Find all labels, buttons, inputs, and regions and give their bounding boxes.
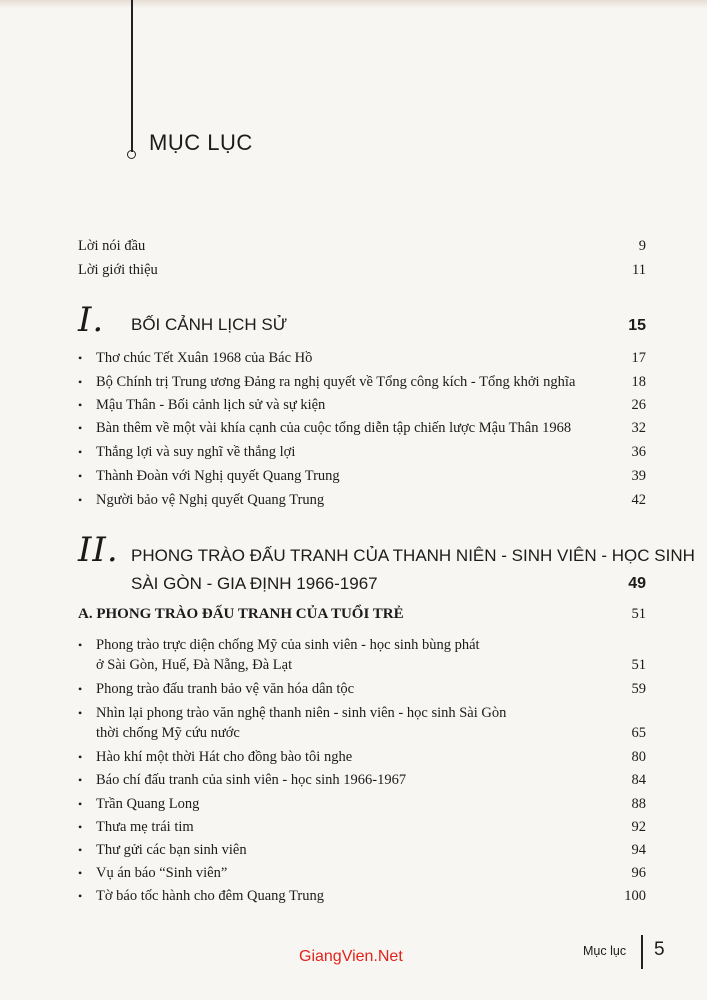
bullet-icon: • xyxy=(78,493,83,507)
entry-page: 26 xyxy=(631,397,646,413)
entry-title: Phong trào đấu tranh bảo vệ văn hóa dân tộc xyxy=(96,681,355,697)
entry-title: Vụ án báo “Sinh viên” xyxy=(96,865,228,881)
footer-divider xyxy=(641,935,643,969)
entry-title: Lời nói đầu xyxy=(78,238,146,254)
entry-page: 9 xyxy=(638,238,646,254)
toc-entry[interactable] xyxy=(78,794,646,814)
entry-page: 92 xyxy=(631,819,646,835)
entry-page: 11 xyxy=(632,262,646,278)
bullet-icon: • xyxy=(78,638,83,652)
subsection-page: 51 xyxy=(631,606,646,622)
decorative-ring-icon xyxy=(127,150,136,159)
entry-title-line1: Nhìn lại phong trào văn nghệ thanh niên - sinh viên - học sinh Sài Gòn xyxy=(96,705,507,721)
entry-page: 84 xyxy=(631,772,646,788)
entry-page: 65 xyxy=(631,725,646,741)
section-2-page: 49 xyxy=(628,575,646,592)
toc-entry[interactable] xyxy=(78,679,646,699)
bullet-icon: • xyxy=(78,843,83,857)
entry-title: Bàn thêm về một vài khía cạnh của cuộc tổng diễn tập chiến lược Mậu Thân 1968 xyxy=(96,420,572,436)
entry-page: 42 xyxy=(631,492,646,508)
footer-label: Mục lục xyxy=(583,944,627,958)
toc-entry-foreword[interactable] xyxy=(78,236,646,256)
toc-entry[interactable] xyxy=(78,490,646,510)
toc-entry[interactable] xyxy=(78,395,646,415)
entry-page: 80 xyxy=(631,749,646,765)
toc-entry[interactable] xyxy=(78,442,646,462)
bullet-icon: • xyxy=(78,866,83,880)
section-1-title[interactable]: BỐI CẢNH LỊCH SỬ xyxy=(131,315,288,334)
entry-title: Người bảo vệ Nghị quyết Quang Trung xyxy=(96,492,325,508)
bullet-icon: • xyxy=(78,682,83,696)
toc-title: MỤC LỤC xyxy=(149,130,253,155)
toc-entry[interactable] xyxy=(78,348,646,368)
entry-title: Trần Quang Long xyxy=(96,796,200,812)
entry-page: 36 xyxy=(631,444,646,460)
section-2-title-line1[interactable]: PHONG TRÀO ĐẤU TRANH CỦA THANH NIÊN - SINH VIÊN - HỌC SINH xyxy=(131,546,695,565)
page-top-edge xyxy=(0,0,707,8)
entry-page: 96 xyxy=(631,865,646,881)
entry-page: 32 xyxy=(631,420,646,436)
entry-title-line2: ở Sài Gòn, Huế, Đà Nẵng, Đà Lạt xyxy=(96,657,293,673)
bullet-icon: • xyxy=(78,421,83,435)
entry-title-line2: thời chống Mỹ cứu nước xyxy=(96,725,240,741)
section-2-title-line2[interactable]: SÀI GÒN - GIA ĐỊNH 1966-1967 xyxy=(131,574,378,593)
entry-title-line1: Phong trào trực diện chống Mỹ của sinh viên - học sinh bùng phát xyxy=(96,637,480,653)
decorative-hanger-line xyxy=(131,0,133,152)
toc-entry[interactable] xyxy=(78,863,646,883)
entry-title: Thơ chúc Tết Xuân 1968 của Bác Hồ xyxy=(96,350,313,366)
entry-title: Thành Đoàn với Nghị quyết Quang Trung xyxy=(96,468,340,484)
entry-page: 88 xyxy=(631,796,646,812)
entry-title: Báo chí đấu tranh của sinh viên - học sinh 1966-1967 xyxy=(96,772,407,788)
toc-entry[interactable] xyxy=(78,418,646,438)
bullet-icon: • xyxy=(78,797,83,811)
watermark-text: GiangVien.Net xyxy=(299,948,403,965)
toc-entry[interactable] xyxy=(78,770,646,790)
entry-title: Bộ Chính trị Trung ương Đảng ra nghị quyết về Tổng công kích - Tổng khởi nghĩa xyxy=(96,374,576,390)
subsection-a[interactable] xyxy=(78,606,646,623)
entry-page: 18 xyxy=(631,374,646,390)
entry-title: Mậu Thân - Bối cảnh lịch sử và sự kiện xyxy=(96,397,326,413)
toc-entry[interactable] xyxy=(78,372,646,392)
toc-entry[interactable] xyxy=(78,635,646,675)
subsection-title: A. PHONG TRÀO ĐẤU TRANH CỦA TUỔI TRẺ xyxy=(78,606,404,622)
entry-title: Thưa mẹ trái tim xyxy=(96,819,194,835)
bullet-icon: • xyxy=(78,750,83,764)
toc-entry[interactable] xyxy=(78,466,646,486)
toc-entry[interactable] xyxy=(78,886,646,906)
section-2-numeral: II. xyxy=(78,530,119,570)
entry-page: 39 xyxy=(631,468,646,484)
page-number: 5 xyxy=(654,939,665,960)
bullet-icon: • xyxy=(78,445,83,459)
entry-page: 17 xyxy=(631,350,646,366)
entry-title: Hào khí một thời Hát cho đồng bào tôi nghe xyxy=(96,749,353,765)
bullet-icon: • xyxy=(78,469,83,483)
toc-entry-introduction[interactable] xyxy=(78,260,646,280)
section-1-page: 15 xyxy=(628,317,646,334)
bullet-icon: • xyxy=(78,820,83,834)
entry-title: Tờ báo tốc hành cho đêm Quang Trung xyxy=(96,888,324,904)
entry-title: Thắng lợi và suy nghĩ về thắng lợi xyxy=(96,444,296,460)
toc-entry[interactable] xyxy=(78,817,646,837)
entry-page: 59 xyxy=(631,681,646,697)
bullet-icon: • xyxy=(78,351,83,365)
bullet-icon: • xyxy=(78,398,83,412)
bullet-icon: • xyxy=(78,375,83,389)
section-1-numeral: I. xyxy=(78,300,105,340)
entry-page: 51 xyxy=(631,657,646,673)
toc-entry[interactable] xyxy=(78,747,646,767)
bullet-icon: • xyxy=(78,889,83,903)
toc-entry[interactable] xyxy=(78,840,646,860)
toc-entry[interactable] xyxy=(78,703,646,743)
bullet-icon: • xyxy=(78,706,83,720)
bullet-icon: • xyxy=(78,773,83,787)
entry-page: 94 xyxy=(631,842,646,858)
entry-title: Thư gửi các bạn sinh viên xyxy=(96,842,247,858)
entry-title: Lời giới thiệu xyxy=(78,262,158,278)
entry-page: 100 xyxy=(624,888,646,904)
